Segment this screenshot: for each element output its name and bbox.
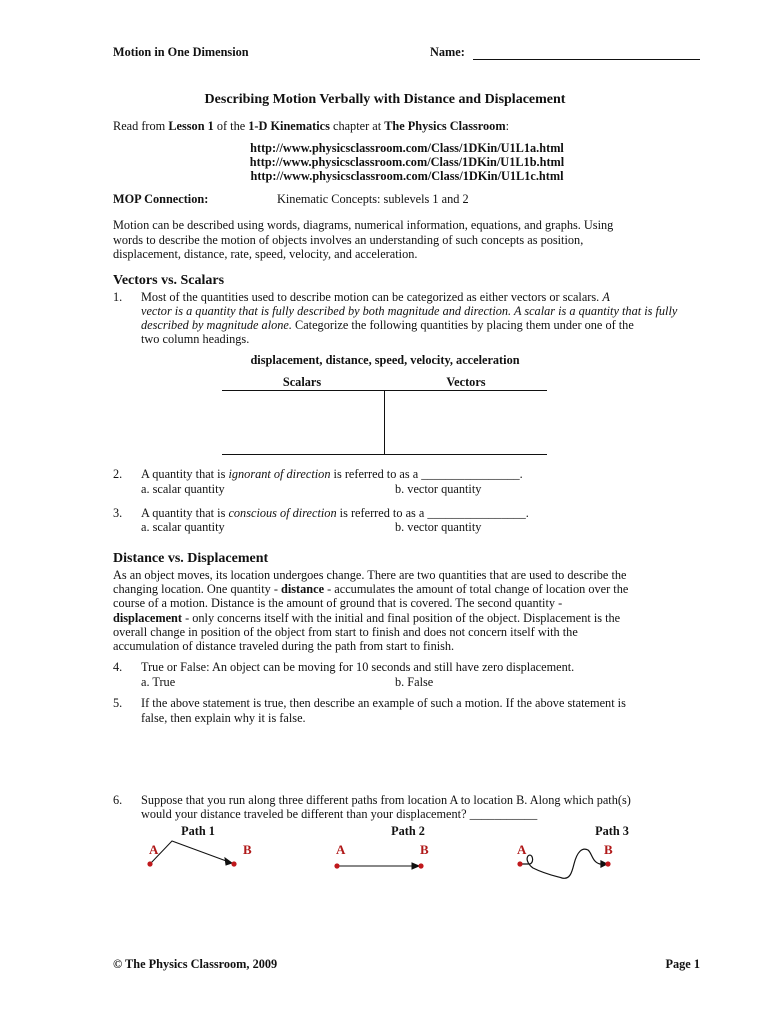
path-1-line — [150, 841, 229, 864]
option-a[interactable]: a. True — [141, 675, 176, 689]
paragraph-line: course of a motion. Distance is the amount of ground that is covered. The second quantity - — [113, 596, 563, 610]
question-text: would your distance traveled be different than your displacement? ___________ — [141, 807, 538, 821]
question-number: 6. — [113, 793, 123, 807]
question-text: A quantity that is conscious of direction is referred to as a ________________. — [141, 506, 529, 520]
quantities-list: displacement, distance, speed, velocity, acceleration — [250, 353, 520, 367]
point-b — [418, 863, 423, 868]
name-label: Name: — [430, 45, 465, 59]
point-b-label: B — [243, 842, 252, 857]
point-b-label: B — [420, 842, 429, 857]
column-header-scalars: Scalars — [282, 375, 322, 389]
question-text: vector is a quantity that is fully described by both magnitude and direction. A scalar is a quantity that is fully — [141, 304, 678, 318]
question-number: 5. — [113, 696, 123, 710]
url-link[interactable]: http://www.physicsclassroom.com/Class/1DKin/U1L1a.html — [250, 141, 564, 155]
point-b — [231, 861, 236, 866]
option-b[interactable]: b. vector quantity — [395, 520, 482, 534]
paragraph-line: changing location. One quantity - distance - accumulates the amount of total change of location over the — [113, 582, 629, 596]
column-header-vectors: Vectors — [446, 375, 486, 389]
page-title: Describing Motion Verbally with Distance and Displacement — [204, 92, 566, 107]
question-text: A quantity that is ignorant of direction is referred to as a ________________. — [141, 467, 523, 481]
url-link[interactable]: http://www.physicsclassroom.com/Class/1DKin/U1L1c.html — [250, 169, 564, 183]
paragraph-line: displacement - only concerns itself with the initial and final position of the object. Displacement is the — [113, 611, 621, 625]
section-heading-distance-displacement: Distance vs. Displacement — [113, 551, 269, 566]
question-number: 4. — [113, 660, 123, 674]
question-text: two column headings. — [141, 332, 250, 346]
point-a-label: A — [336, 842, 346, 857]
question-text: If the above statement is true, then describe an example of such a motion. If the above statement is — [141, 696, 626, 710]
point-b — [605, 861, 610, 866]
question-text: Most of the quantities used to describe motion can be categorized as either vectors or scalars. A — [141, 290, 610, 304]
question-text: True or False: An object can be moving for 10 seconds and still have zero displacement. — [141, 660, 575, 674]
unit-title: Motion in One Dimension — [113, 45, 249, 59]
mop-value: Kinematic Concepts: sublevels 1 and 2 — [277, 192, 469, 206]
path-1 — [150, 841, 232, 865]
paragraph-line: Motion can be described using words, diagrams, numerical information, equations, and graphs. Using — [113, 218, 614, 232]
page-number: Page 1 — [665, 957, 700, 971]
question-text: Suppose that you run along three different paths from location A to location B. Along which path(s) — [141, 793, 631, 807]
question-text: described by magnitude alone. Categorize the following quantities by placing them under one of the — [141, 318, 634, 332]
point-a — [517, 861, 522, 866]
option-a[interactable]: a. scalar quantity — [141, 520, 225, 534]
copyright: © The Physics Classroom, 2009 — [113, 957, 278, 971]
paragraph-line: displacement, distance, rate, speed, velocity, and acceleration. — [113, 247, 418, 261]
option-a[interactable]: a. scalar quantity — [141, 482, 225, 496]
arrow-head-icon — [412, 863, 419, 869]
point-b-label: B — [604, 842, 613, 857]
mop-label: MOP Connection: — [113, 192, 209, 206]
path-3-line — [520, 849, 605, 878]
point-a-label: A — [517, 842, 527, 857]
question-number: 1. — [113, 290, 123, 304]
paragraph-line: words to describe the motion of objects involves an understanding of such concepts as position, — [113, 233, 584, 247]
option-b[interactable]: b. False — [395, 675, 434, 689]
intro-text: Read from Lesson 1 of the 1-D Kinematics chapter at The Physics Classroom: — [113, 119, 509, 133]
question-number: 3. — [113, 506, 123, 520]
path-1-label: Path 1 — [181, 824, 215, 838]
question-text: false, then explain why it is false. — [141, 711, 306, 725]
question-number: 2. — [113, 467, 123, 481]
section-heading-vectors-scalars: Vectors vs. Scalars — [113, 273, 225, 288]
point-a — [334, 863, 339, 868]
arrow-head-icon — [225, 858, 232, 865]
path-3-label: Path 3 — [595, 824, 629, 838]
point-a-label: A — [149, 842, 159, 857]
option-b[interactable]: b. vector quantity — [395, 482, 482, 496]
point-a — [147, 861, 152, 866]
paragraph-line: overall change in position of the object from start to finish and does not concern itself with the — [113, 625, 578, 639]
path-2-label: Path 2 — [391, 824, 425, 838]
paragraph-line: As an object moves, its location undergoes change. There are two quantities that are used to describe the — [113, 568, 627, 582]
url-link[interactable]: http://www.physicsclassroom.com/Class/1DKin/U1L1b.html — [249, 155, 565, 169]
paragraph-line: accumulation of distance traveled during the path from start to finish. — [113, 639, 455, 653]
